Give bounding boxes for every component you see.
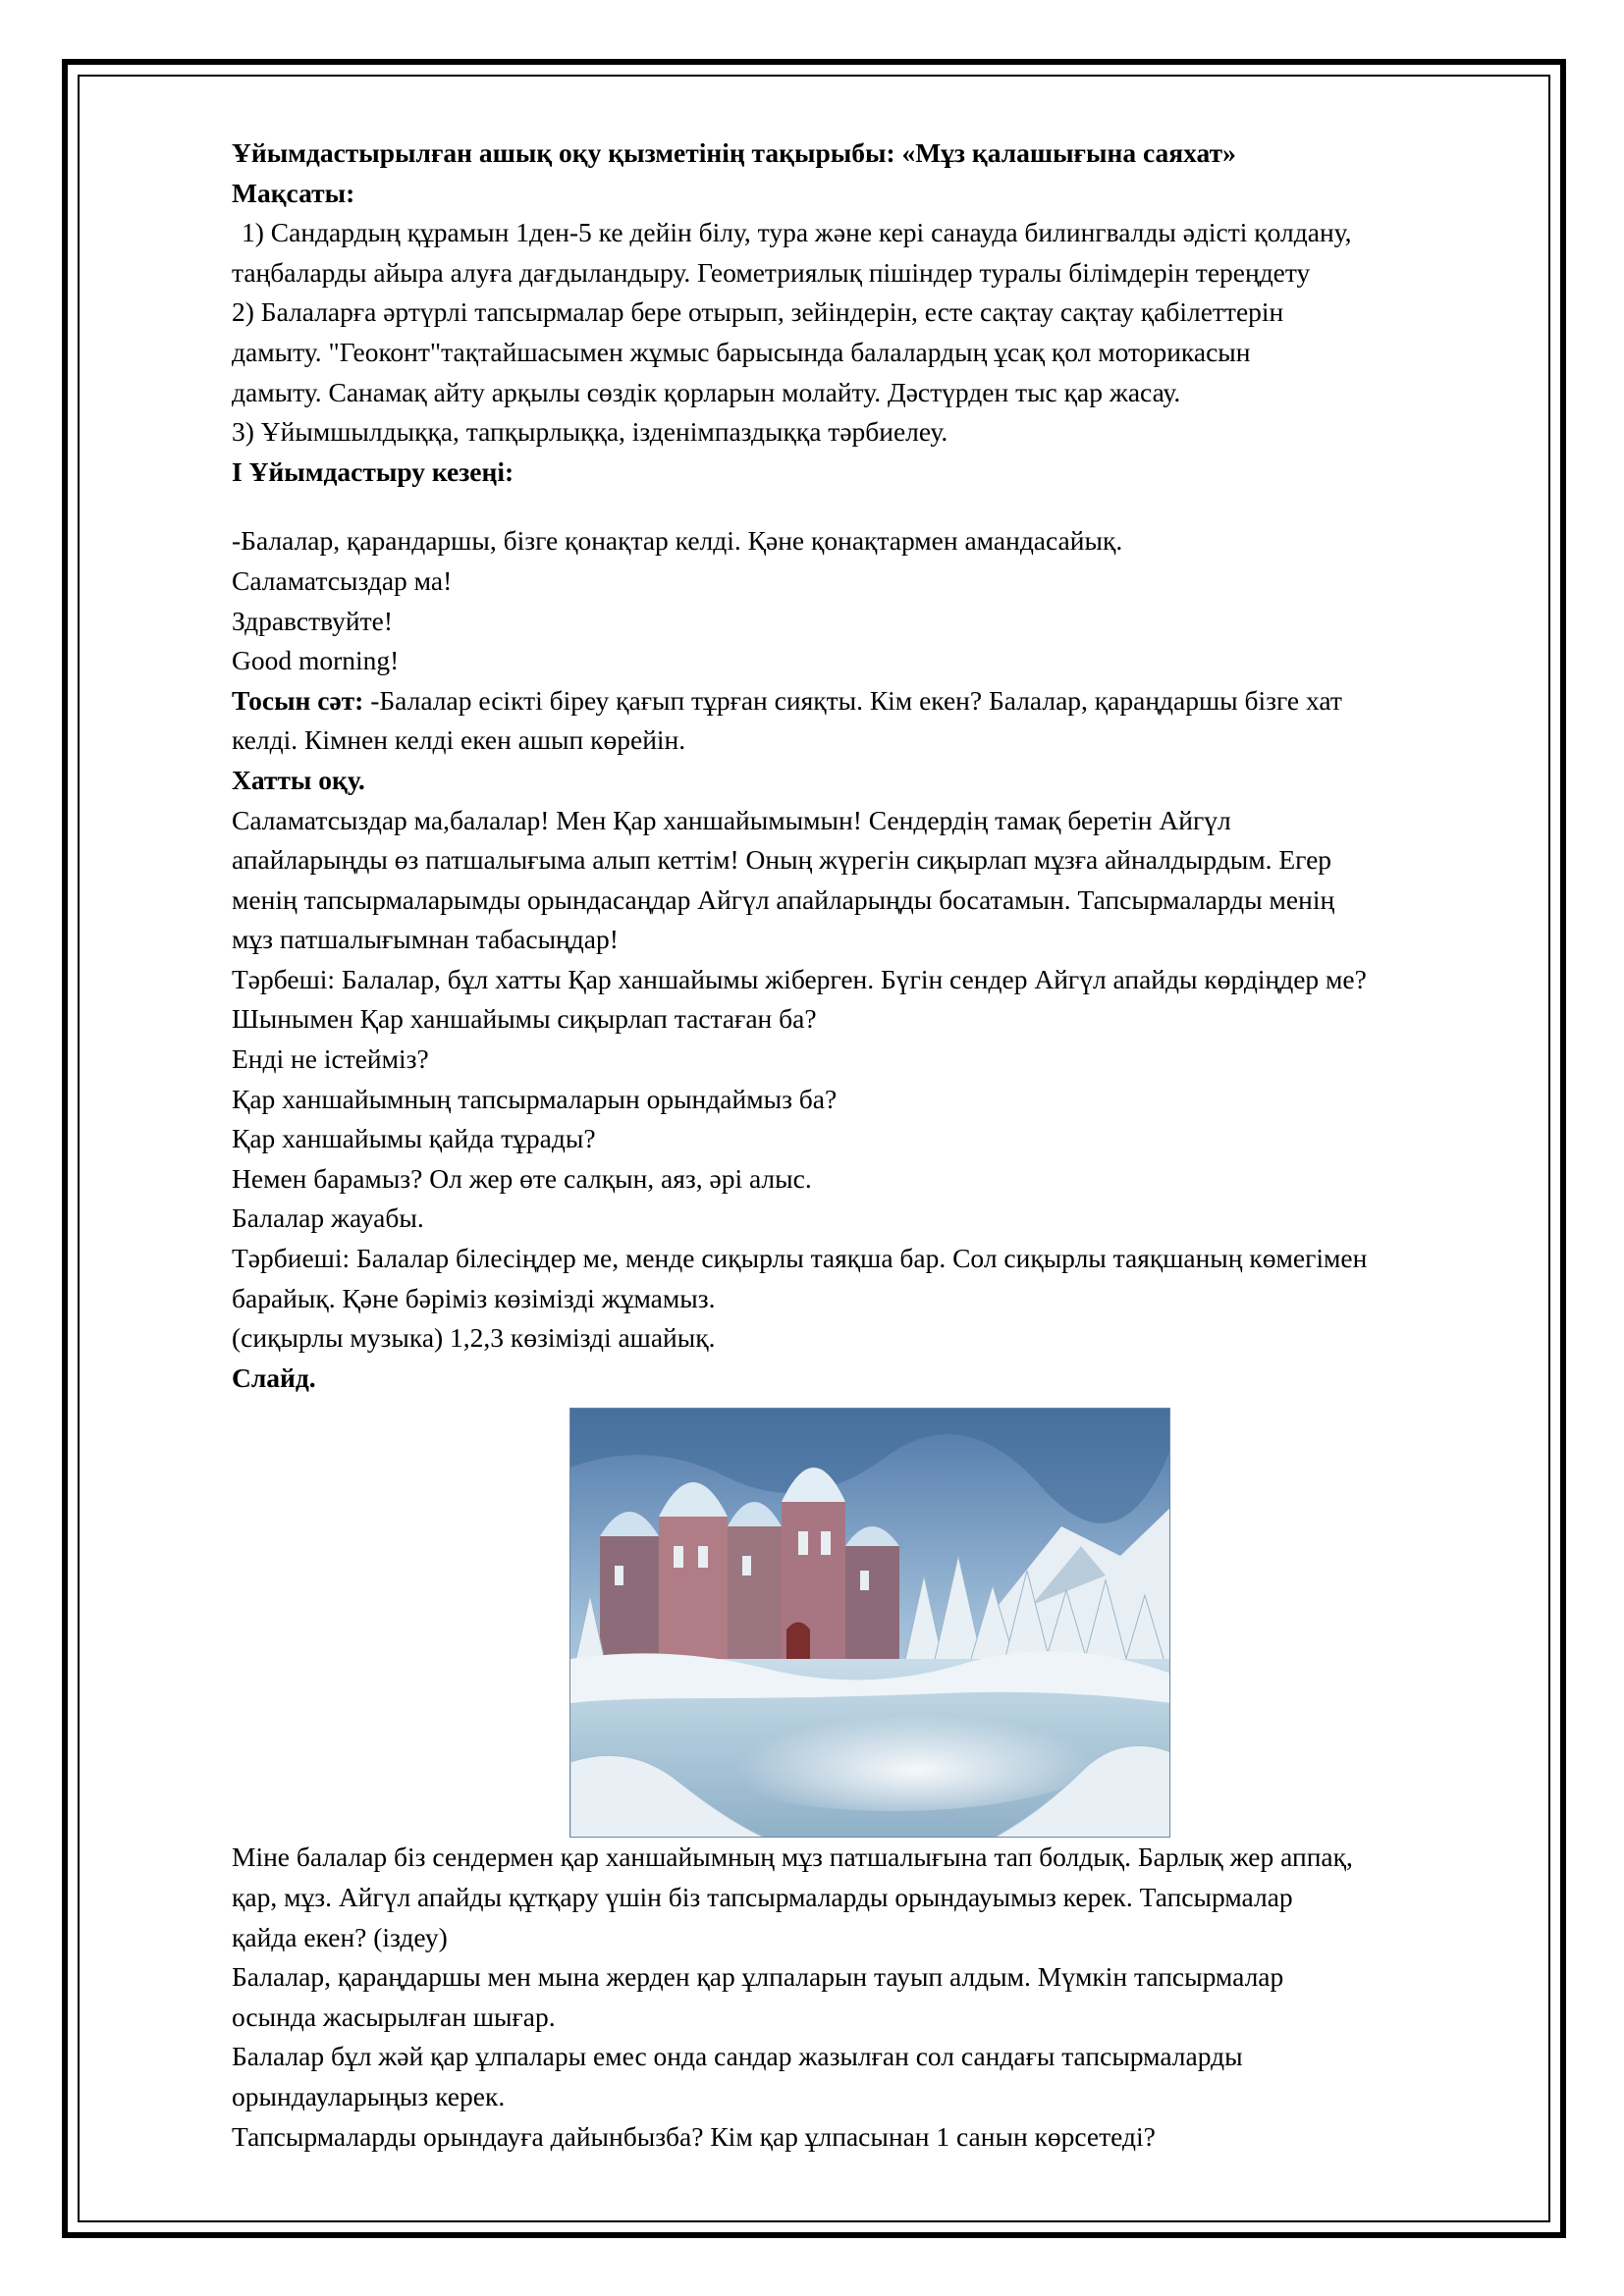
goal-1-line-2: таңбаларды айыра алуға дағдыландыру. Геометриялық пішіндер туралы білімдерін тереңдету [232,256,1311,288]
greeting-english: Good morning! [232,645,400,676]
question-2: Қар ханшайымның тапсырмаларын орындаймыз ба? [232,1083,838,1114]
surprise-label: Тосын сәт: [232,684,364,716]
teacher-2-line-1: Тәрбиеші: Балалар білесіңдер ме, менде сиқырлы таяқша бар. Сол сиқырлы таяқшаның көмегімен [232,1243,1368,1274]
goal-2-line-1: 2) Балаларға әртүрлі тапсырмалар бере отырып, зейіндерін, есте сақтау сақтау қабілеттерін [232,296,1284,328]
teacher-1-line-1: Тәрбеші: Балалар, бұл хатты Қар ханшайымы жіберген. Бүгін сендер Айгүл апайды көрдіңдер ме? [232,963,1367,994]
greeting-kazakh: Саламатсыздар ма! [232,564,453,596]
ice-castle-image [569,1408,1170,1838]
goals-heading: Мақсаты: [232,177,355,208]
after-slide-1-line-3: қайда екен? (іздеу) [232,1921,448,1952]
goal-2-line-2: дамыту. "Геоконт"тақтайшасымен жұмыс барысында балалардың ұсақ қол моторикасын [232,336,1251,367]
after-slide-2-line-1: Балалар, қараңдаршы мен мына жерден қар ұлпаларын тауып алдым. Мүмкін тапсырмалар [232,1961,1284,1993]
question-4: Немен барамыз? Ол жер өте салқын, аяз, әрі алыс. [232,1162,812,1194]
stage-1-heading: І Ұйымдастыру кезеңі: [232,455,514,487]
after-slide-1-line-1: Міне балалар біз сендермен қар ханшайымның мұз патшалығына тап болдық. Барлық жер аппақ, [232,1842,1353,1873]
goal-1-line-1: 1) Сандардың құрамын 1ден-5 ке дейін білу, тура және кері санауда билингвалды әдісті қолдану, [242,217,1352,248]
letter-heading: Хатты оқу. [232,764,365,795]
letter-line-3: менің тапсырмаларымды орындасаңдар Айгүл апайларыңды босатамын. Тапсырмаларды менің [232,883,1335,915]
surprise-line-2: келді. Кімнен келді екен ашып көрейін. [232,724,686,756]
surprise-paragraph [232,681,1508,721]
kids-answer: Балалар жауабы. [232,1202,424,1234]
goal-3: 3) Ұйымшылдыққа, тапқырлыққа, ізденімпаздыққа тәрбиелеу. [232,416,948,448]
after-slide-2-line-2: осында жасырылған шығар. [232,2001,556,2032]
magic-music: (сиқырлы музыка) 1,2,3 көзімізді ашайық. [232,1322,716,1354]
greeting-russian: Здравствуйте! [232,605,393,636]
after-slide-3-line-1: Балалар бұл жәй қар ұлпалары емес онда сандар жазылған сол сандағы тапсырмаларды [232,2041,1243,2072]
letter-line-4: мұз патшалығымнан табасыңдар! [232,924,619,955]
letter-line-1: Саламатсыздар ма,балалар! Мен Қар ханшайымымын! Сендердің тамақ беретін Айгүл [232,804,1231,835]
slide-heading: Слайд. [232,1362,316,1393]
document-body [232,133,1508,2157]
teacher-1-line-2: Шынымен Қар ханшайымы сиқырлап тастаған ба? [232,1003,817,1035]
slide-image-wrap [232,1408,1508,1838]
after-slide-4: Тапсырмаларды орындауға дайынбызба? Кім қар ұлпасынан 1 санын көрсетеді? [232,2120,1156,2152]
surprise-line-1: -Балалар есікті біреу қағып тұрған сияқты. Кім екен? Балалар, қараңдаршы бізге хат [363,684,1342,716]
document-title: Ұйымдастырылған ашық оқу қызметінің тақырыбы: «Мұз қалашығына саяхат» [232,137,1236,168]
spacer [232,492,1508,521]
question-1: Енді не істейміз? [232,1043,429,1075]
goal-2-line-3: дамыту. Санамақ айту арқылы сөздік қорларын молайту. Дәстүрден тыс қар жасау. [232,376,1181,407]
greeting-intro: -Балалар, қарандаршы, бізге қонақтар келді. Қәне қонақтармен амандасайық. [232,525,1123,557]
after-slide-1-line-2: қар, мұз. Айгүл апайды құтқару үшін біз тапсырмаларды орындауымыз керек. Тапсырмалар [232,1882,1293,1912]
question-3: Қар ханшайымы қайда тұрады? [232,1123,596,1154]
teacher-2-line-2: барайық. Қәне бәріміз көзімізді жұмамыз. [232,1282,716,1313]
letter-line-2: апайларыңды өз патшалығыма алып кеттім! Оның жүрегін сиқырлап мұзға айналдырдым. Егер [232,844,1332,876]
after-slide-3-line-2: орындауларыңыз керек. [232,2080,506,2111]
